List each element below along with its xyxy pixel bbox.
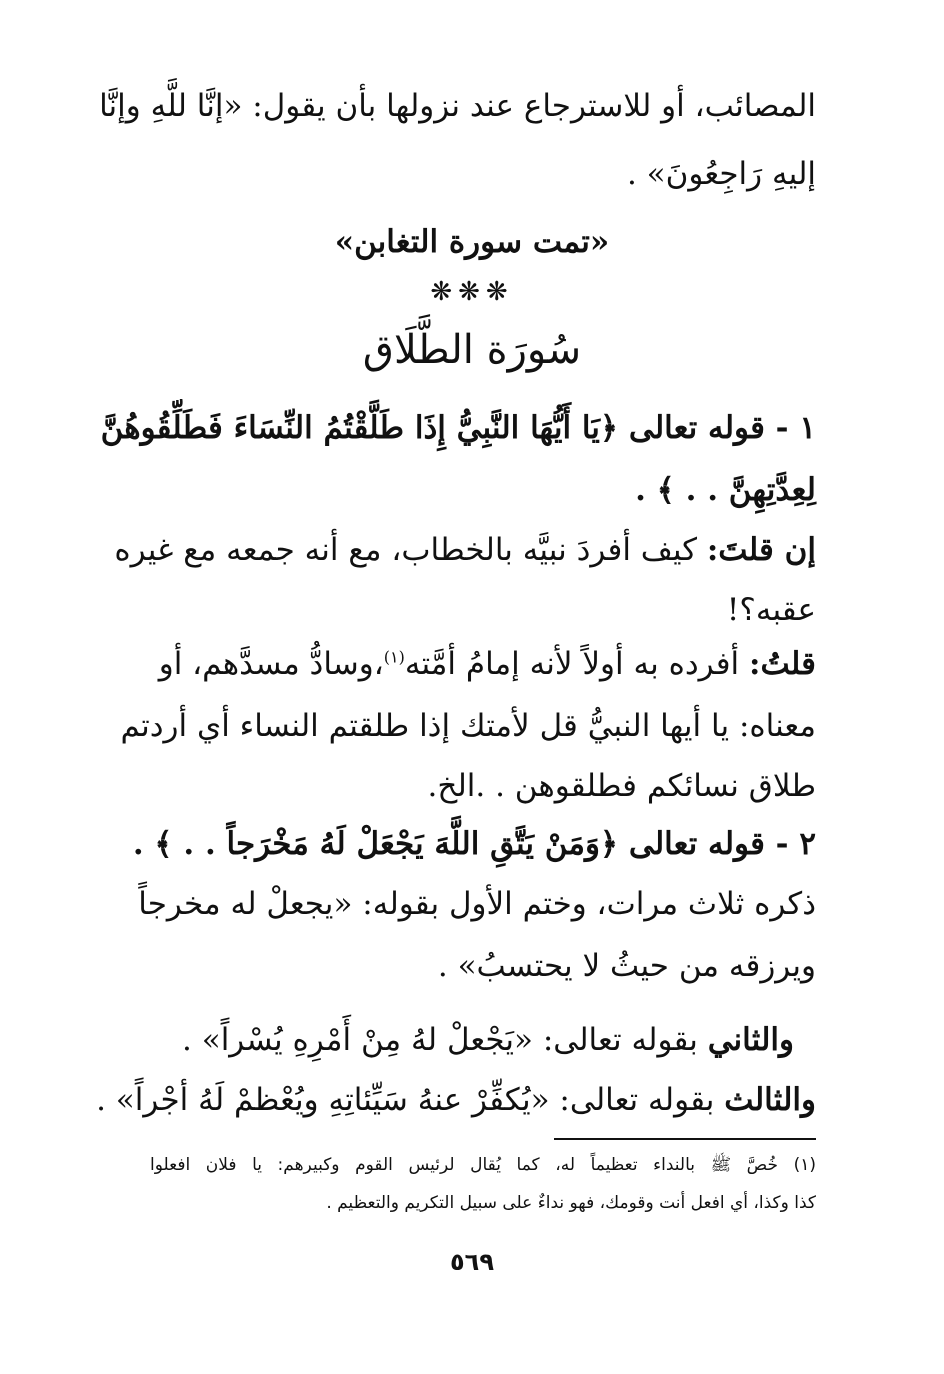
third-mention [96,1078,816,1128]
answer-1-line-b: معناه: يا أيها النبيُّ قل لأمتك إذا طلقتم النساء أي أردتم [120,708,816,744]
answer-label: قلتُ: [749,646,816,682]
section-divider-stars: ❋❋❋ [430,277,514,307]
sura-end-heading: «تمت سورة التغابن» [334,224,610,260]
question-1 [114,528,816,578]
verse-1-line-b: لِعِدَّتِهِنَّ . . ﴾ . [635,472,816,508]
question-1-cont: عقبه؟! [726,592,816,628]
second-mention [160,1018,794,1068]
question-label: إن قلتَ: [706,532,816,568]
answer-1-line-c: طلاق نسائكم فطلقوهن . .الخ. [427,768,816,804]
discussion-line-b: ويرزقه من حيثُ لا يحتسبُ» . [437,948,816,984]
answer-text-a: أفرده به أولاً لأنه إمامُ أمَّته [404,646,740,682]
verse-2: ٢ - قوله تعالى ﴿وَمَنْ يَتَّقِ اللَّهَ يَجْعَلْ لَهُ مَخْرَجاً . . ﴾ . [132,826,816,862]
sura-title: سُورَة الطَّلَاق [362,327,582,373]
answer-text-b: ،وسادُّ مسدَّهم، أو [158,646,384,682]
footnote-line-2: كذا وكذا، أي افعل أنت وقومك، فهو نداءٌ على سبيل التكريم والتعظيم . [326,1193,816,1213]
question-text: كيف أفردَ نبيَّه بالخطاب، مع أنه جمعه مع غيره [114,532,697,568]
second-text: بقوله تعالى: «يَجْعلْ لهُ مِنْ أَمْرِهِ يُسْراً» . [182,1022,698,1058]
text-line-1: المصائب، أو للاسترجاع عند نزولها بأن يقول: «إنَّا للَّهِ وإنَّا [99,88,816,124]
footnote-marker: (١) [383,647,405,667]
footnote-line-1: (١) خُصَّ ﷺ بالنداء تعظيماً له، كما يُقال لرئيس القوم وكبيرهم: يا فلان افعلوا [150,1155,816,1175]
third-label: والثالث [724,1082,816,1118]
answer-1 [160,642,816,692]
footnote-separator [554,1138,816,1140]
third-text: بقوله تعالى: «يُكفِّرْ عنهُ سَيِّئاتِهِ ويُعْظمْ لَهُ أجْراً» . [96,1082,715,1118]
verse-1-line-a: ١ - قوله تعالى ﴿يَا أَيُّهَا النَّبِيُّ إِذَا طَلَّقْتُمُ النِّسَاءَ فَطَلِّقُوهُنَّ [100,410,816,446]
page-number: ٥٦٩ [450,1248,494,1276]
text-line-2: إليهِ رَاجِعُونَ» . [626,156,816,192]
discussion-line-a: ذكره ثلاث مرات، وختم الأول بقوله: «يجعلْ له مخرجاً [138,886,816,922]
second-label: والثاني [707,1022,794,1058]
